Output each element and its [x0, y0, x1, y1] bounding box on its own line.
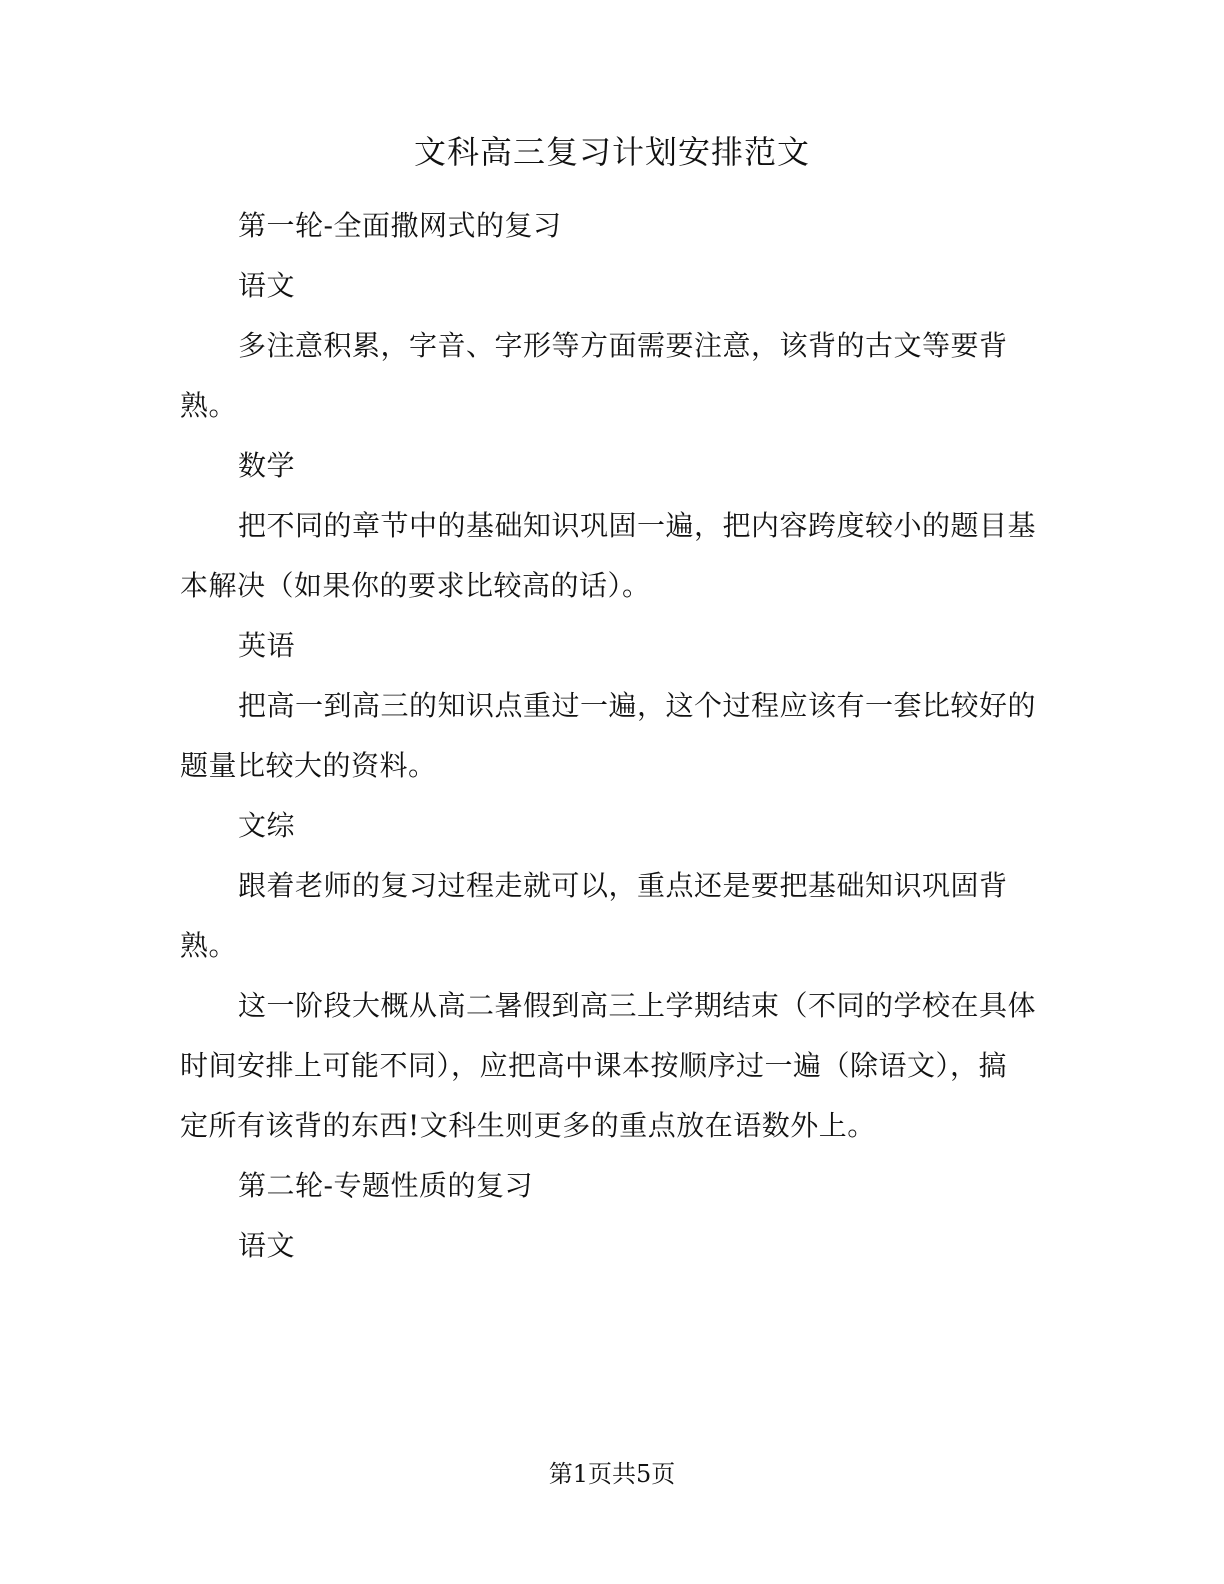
- subject-heading-english: 英语: [238, 629, 296, 662]
- paragraph-line: 题量比较大的资料。: [180, 749, 437, 782]
- section-heading-round-2: 第二轮-专题性质的复习: [238, 1169, 533, 1202]
- section-heading-round-1: 第一轮-全面撒网式的复习: [238, 209, 562, 242]
- paragraph-line: 多注意积累，字音、字形等方面需要注意，该背的古文等要背: [238, 329, 1008, 362]
- paragraph-line: 把高一到高三的知识点重过一遍，这个过程应该有一套比较好的: [238, 689, 1037, 722]
- paragraph-line: 本解决（如果你的要求比较高的话）。: [180, 569, 651, 602]
- document-body: [180, 196, 1037, 1276]
- document-title: 文科高三复习计划安排范文: [413, 133, 810, 171]
- paragraph-line: 跟着老师的复习过程走就可以，重点还是要把基础知识巩固背: [238, 869, 1008, 902]
- subject-heading-chinese: 语文: [238, 269, 296, 302]
- subject-heading-liberal-arts: 文综: [238, 809, 296, 842]
- paragraph-line: 定所有该背的东西!文科生则更多的重点放在语数外上。: [180, 1109, 876, 1142]
- subject-heading-chinese: 语文: [238, 1229, 296, 1262]
- subject-heading-math: 数学: [238, 449, 296, 482]
- page-number-footer: 第1页共5页: [548, 1460, 676, 1488]
- paragraph-line: 把不同的章节中的基础知识巩固一遍，把内容跨度较小的题目基: [238, 509, 1037, 542]
- paragraph-line: 熟。: [180, 389, 238, 422]
- paragraph-line: 熟。: [180, 929, 238, 962]
- paragraph-line: 这一阶段大概从高二暑假到高三上学期结束（不同的学校在具体: [238, 989, 1037, 1022]
- paragraph-line: 时间安排上可能不同），应把高中课本按顺序过一遍（除语文），搞: [180, 1049, 1008, 1082]
